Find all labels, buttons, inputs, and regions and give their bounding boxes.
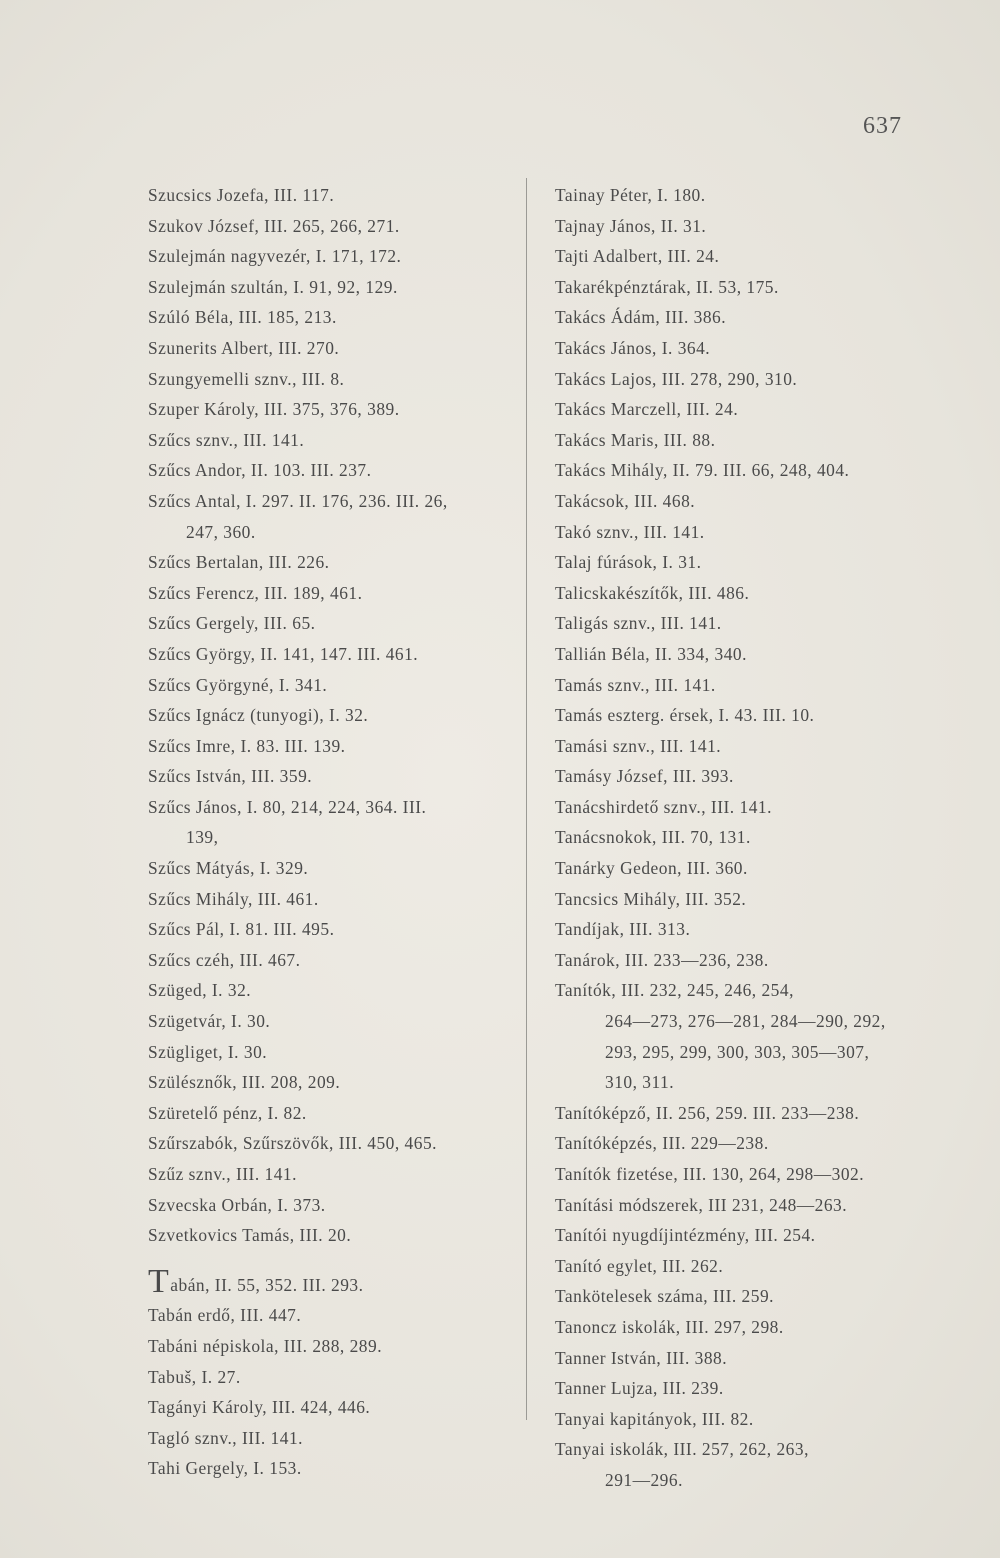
index-entry: Tamás eszterg. érsek, I. 43. III. 10. [555, 705, 815, 726]
index-entry: Tamásy József, III. 393. [555, 766, 734, 787]
index-entry: Szűcs Bertalan, III. 226. [148, 552, 330, 573]
index-entry: Tanítók fizetése, III. 130, 264, 298—302. [555, 1164, 865, 1184]
index-entry: Tankötelesek száma, III. 259. [555, 1286, 774, 1307]
index-entry: Takács Mihály, II. 79. III. 66, 248, 404. [555, 460, 850, 481]
index-entry: Szűcs Ignácz (tunyogi), I. 32. [148, 705, 369, 726]
index-entry-continuation: 264—273, 276—281, 284—290, 292, [605, 1011, 886, 1032]
index-entry: Szűcs Mihály, III. 461. [148, 888, 319, 909]
index-entry: Szűcs Ferencz, III. 189, 461. [148, 582, 363, 603]
index-entry: Szungyemelli sznv., III. 8. [148, 368, 345, 389]
index-entry: Szűcs Imre, I. 83. III. 139. [148, 735, 346, 756]
index-entry: Szúló Béla, III. 185, 213. [148, 307, 337, 328]
index-entry: Szűcs czéh, III. 467. [148, 949, 301, 970]
index-entry: Takarékpénztárak, II. 53, 175. [555, 276, 779, 297]
index-entry: Szűcs Mátyás, I. 329. [148, 858, 309, 879]
index-entry: Szűz sznv., III. 141. [148, 1164, 297, 1184]
index-entry: Tancsics Mihály, III. 352. [555, 888, 747, 909]
index-entry: Tanoncz iskolák, III. 297, 298. [555, 1316, 784, 1337]
index-entry: Tajti Adalbert, III. 24. [555, 246, 720, 267]
index-entry: Szunerits Albert, III. 270. [148, 337, 340, 358]
index-entry: Tanner Lujza, III. 239. [555, 1378, 724, 1399]
index-entry-continuation: 310, 311. [605, 1072, 675, 1093]
index-entry: Szuper Károly, III. 375, 376, 389. [148, 399, 400, 420]
index-entry: Szulejmán szultán, I. 91, 92, 129. [148, 276, 398, 297]
column-divider [526, 178, 527, 1420]
index-column-right [555, 180, 886, 1496]
index-entry: Tanárok, III. 233—236, 238. [555, 949, 769, 970]
index-entry: Szülésznők, III. 208, 209. [148, 1072, 341, 1093]
index-entry: Szügliget, I. 30. [148, 1041, 268, 1062]
index-entry: Tahi Gergely, I. 153. [148, 1458, 302, 1479]
index-entry: Takács Maris, III. 88. [555, 429, 716, 450]
index-entry: Tanyai kapitányok, III. 82. [555, 1408, 754, 1429]
index-entry: Szucsics Jozefa, III. 117. [148, 185, 335, 205]
index-entry: Tanítók, III. 232, 245, 246, 254, [555, 980, 794, 1001]
index-entry: Tanyai iskolák, III. 257, 262, 263, [555, 1439, 809, 1460]
index-entry: Szűcs Andor, II. 103. III. 237. [148, 460, 372, 481]
index-entry: Tanító egylet, III. 262. [555, 1255, 724, 1276]
index-entry-text: abán, II. 55, 352. III. 293. [170, 1274, 364, 1295]
index-entry: Tanítóképző, II. 256, 259. III. 233—238. [555, 1102, 860, 1123]
index-entry: Talaj fúrások, I. 31. [555, 552, 702, 573]
index-entry: Szüretelő pénz, I. 82. [148, 1102, 307, 1123]
index-entry: Tanítóképzés, III. 229—238. [555, 1133, 769, 1154]
page-number: 637 [863, 113, 902, 139]
index-entry: Tamás sznv., III. 141. [555, 674, 716, 695]
index-entry: Taligás sznv., III. 141. [555, 613, 722, 634]
index-entry: Tanárky Gedeon, III. 360. [555, 858, 748, 879]
index-entry: Takács Ádám, III. 386. [555, 307, 727, 328]
index-entry-continuation: 247, 360. [186, 521, 256, 542]
index-entry: Talicskakészítők, III. 486. [555, 582, 750, 603]
index-entry: Szűcs sznv., III. 141. [148, 429, 305, 450]
index-entry: Szűcs János, I. 80, 214, 224, 364. III. [148, 796, 427, 817]
index-entry: Tagányi Károly, III. 424, 446. [148, 1397, 371, 1418]
index-entry: Tanácshirdető sznv., III. 141. [555, 796, 772, 817]
index-entry: Szűcs Györgyné, I. 341. [148, 674, 328, 695]
index-entry: Szukov József, III. 265, 266, 271. [148, 215, 400, 236]
index-entry: Tabáni népiskola, III. 288, 289. [148, 1335, 383, 1356]
index-column-left [148, 180, 448, 1484]
index-entry: Tandíjak, III. 313. [555, 919, 691, 940]
section-gap [148, 1251, 448, 1267]
index-entry: Tallián Béla, II. 334, 340. [555, 643, 747, 664]
index-entry: Szűcs Gergely, III. 65. [148, 613, 316, 634]
index-entry: Tanítói nyugdíjintézmény, III. 254. [555, 1225, 816, 1246]
index-entry: Takács János, I. 364. [555, 337, 711, 358]
index-entry: Tanítási módszerek, III 231, 248—263. [555, 1194, 848, 1215]
index-entry: Tagló sznv., III. 141. [148, 1427, 303, 1448]
index-entry: Takó sznv., III. 141. [555, 521, 705, 542]
index-entry: Tamási sznv., III. 141. [555, 735, 722, 756]
section-t-first-entry [148, 1262, 448, 1301]
index-entry-continuation: 293, 295, 299, 300, 303, 305—307, [605, 1041, 870, 1062]
index-entry: Tajnay János, II. 31. [555, 215, 707, 236]
index-entry: Szulejmán nagyvezér, I. 171, 172. [148, 246, 402, 267]
section-initial-letter: T [148, 1262, 170, 1300]
index-entry-continuation: 291—296. [605, 1469, 683, 1490]
index-entry: Tainay Péter, I. 180. [555, 185, 706, 205]
index-entry: Takács Lajos, III. 278, 290, 310. [555, 368, 798, 389]
index-entry: Szűcs István, III. 359. [148, 766, 313, 787]
index-entry: Takácsok, III. 468. [555, 490, 696, 511]
index-entry: Szügetvár, I. 30. [148, 1011, 271, 1032]
index-entry: Szüged, I. 32. [148, 980, 252, 1001]
index-entry: Tanner István, III. 388. [555, 1347, 728, 1368]
index-entry: Szvecska Orbán, I. 373. [148, 1194, 326, 1215]
index-entry: Szűcs György, II. 141, 147. III. 461. [148, 643, 419, 664]
index-entry: Tanácsnokok, III. 70, 131. [555, 827, 751, 848]
index-entry: Szűrszabók, Szűrszövők, III. 450, 465. [148, 1133, 437, 1154]
index-entry: Tabán erdő, III. 447. [148, 1305, 302, 1326]
index-entry-continuation: 139, [186, 827, 219, 848]
index-entry: Tabuš, I. 27. [148, 1366, 241, 1387]
index-entry: Takács Marczell, III. 24. [555, 399, 739, 420]
index-entry: Szvetkovics Tamás, III. 20. [148, 1225, 352, 1246]
index-entry: Szűcs Pál, I. 81. III. 495. [148, 919, 335, 940]
index-entry: Szűcs Antal, I. 297. II. 176, 236. III. 26, [148, 490, 448, 511]
